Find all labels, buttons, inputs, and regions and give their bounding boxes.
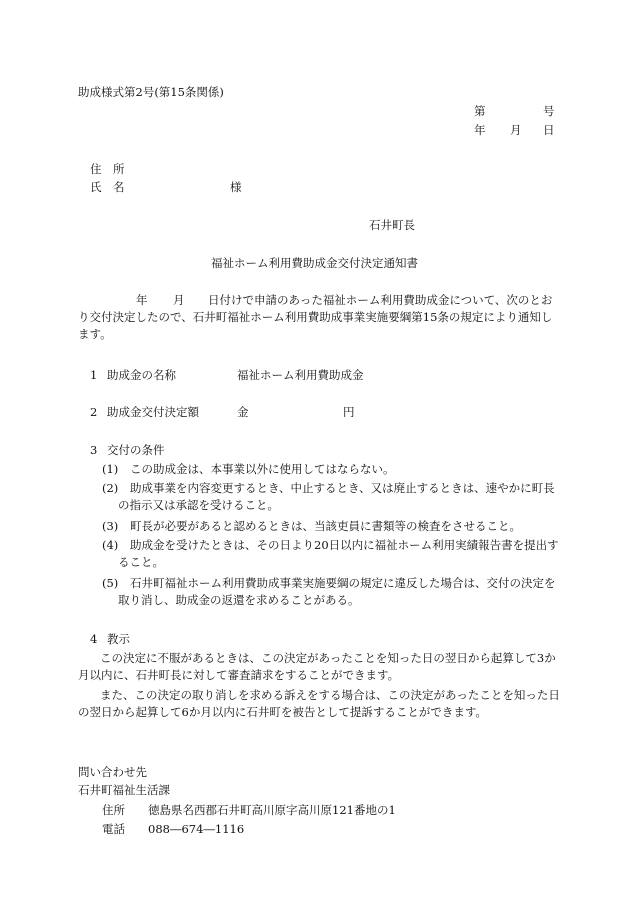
recipient-name-label: 氏 名 [90,180,125,194]
doc-number-dai: 第 [474,104,486,118]
appeal-paragraph-2: また、この決定の取り消しを求める訴えをする場合は、この決定があったことを知った日の翌日から起算して6か月以内に石井町を被告として提訴することができます。 [78,688,560,719]
condition-num: (2) [102,481,119,495]
section4-num: 4 [90,632,98,646]
contact-address-label: 住所 [102,803,125,817]
date-month: 月 [510,123,522,137]
document-title: 福祉ホーム利用費助成金交付決定通知書 [211,256,418,270]
doc-number-go: 号 [543,104,555,118]
section2-kin: 金 [237,405,249,419]
date-day: 日 [543,123,555,137]
condition-text: 石井町福祉ホーム利用費助成事業実施要綱の規定に違反した場合は、交付の決定を取り消し、助成金の返還を求めることがある。 [118,576,556,607]
section4-label: 教示 [107,632,130,646]
condition-num: (5) [102,576,119,590]
recipient-honorific: 様 [230,180,242,194]
section1-label: 助成金の名称 [107,368,176,382]
condition-text: 町長が必要があると認めるときは、当該吏員に書類等の検査をさせること。 [130,519,521,533]
condition-text: 助成事業を内容変更するとき、中止するとき、又は廃止するときは、速やかに町長の指示又は承認を受けること。 [118,481,555,512]
contact-heading: 問い合わせ先 [78,765,147,779]
section3-num: 3 [90,443,98,457]
recipient-address-label: 住 所 [90,162,125,176]
section2-num: 2 [90,405,98,419]
section3-label: 交付の条件 [107,443,165,457]
condition-text: この助成金は、本事業以外に使用してはならない。 [130,462,395,476]
contact-address: 徳島県名西郡石井町高川原字高川原121番地の1 [148,803,396,817]
condition-num: (1) [102,462,119,476]
section2-label: 助成金交付決定額 [107,405,199,419]
condition-num: (3) [102,519,119,533]
contact-phone: 088―674―1116 [148,822,245,836]
condition-text: 助成金を受けたときは、その日より20日以内に福祉ホーム利用実績報告書を提出すること。 [118,538,559,569]
section1-value: 福祉ホーム利用費助成金 [237,368,364,382]
condition-num: (4) [102,538,119,552]
contact-phone-label: 電話 [102,822,125,836]
section2-yen: 円 [343,405,355,419]
intro-text: 日付けで申請のあった福祉ホーム利用費助成金について、次のとおり交付決定したので、石井町福祉ホーム利用費助成事業実施要綱第15条の規定により通知します。 [78,293,553,341]
date-year: 年 [474,123,486,137]
appeal-paragraph-1: この決定に不服があるときは、この決定があったことを知った日の翌日から起算して3か月以内に、石井町長に対して審査請求をすることができます。 [78,651,556,682]
intro-year: 年 [136,293,148,307]
contact-department: 石井町福祉生活課 [78,783,170,797]
form-label: 助成様式第2号(第15条関係) [78,85,224,99]
issuer: 石井町長 [369,218,415,232]
section1-num: 1 [90,368,98,382]
intro-month: 月 [173,293,185,307]
